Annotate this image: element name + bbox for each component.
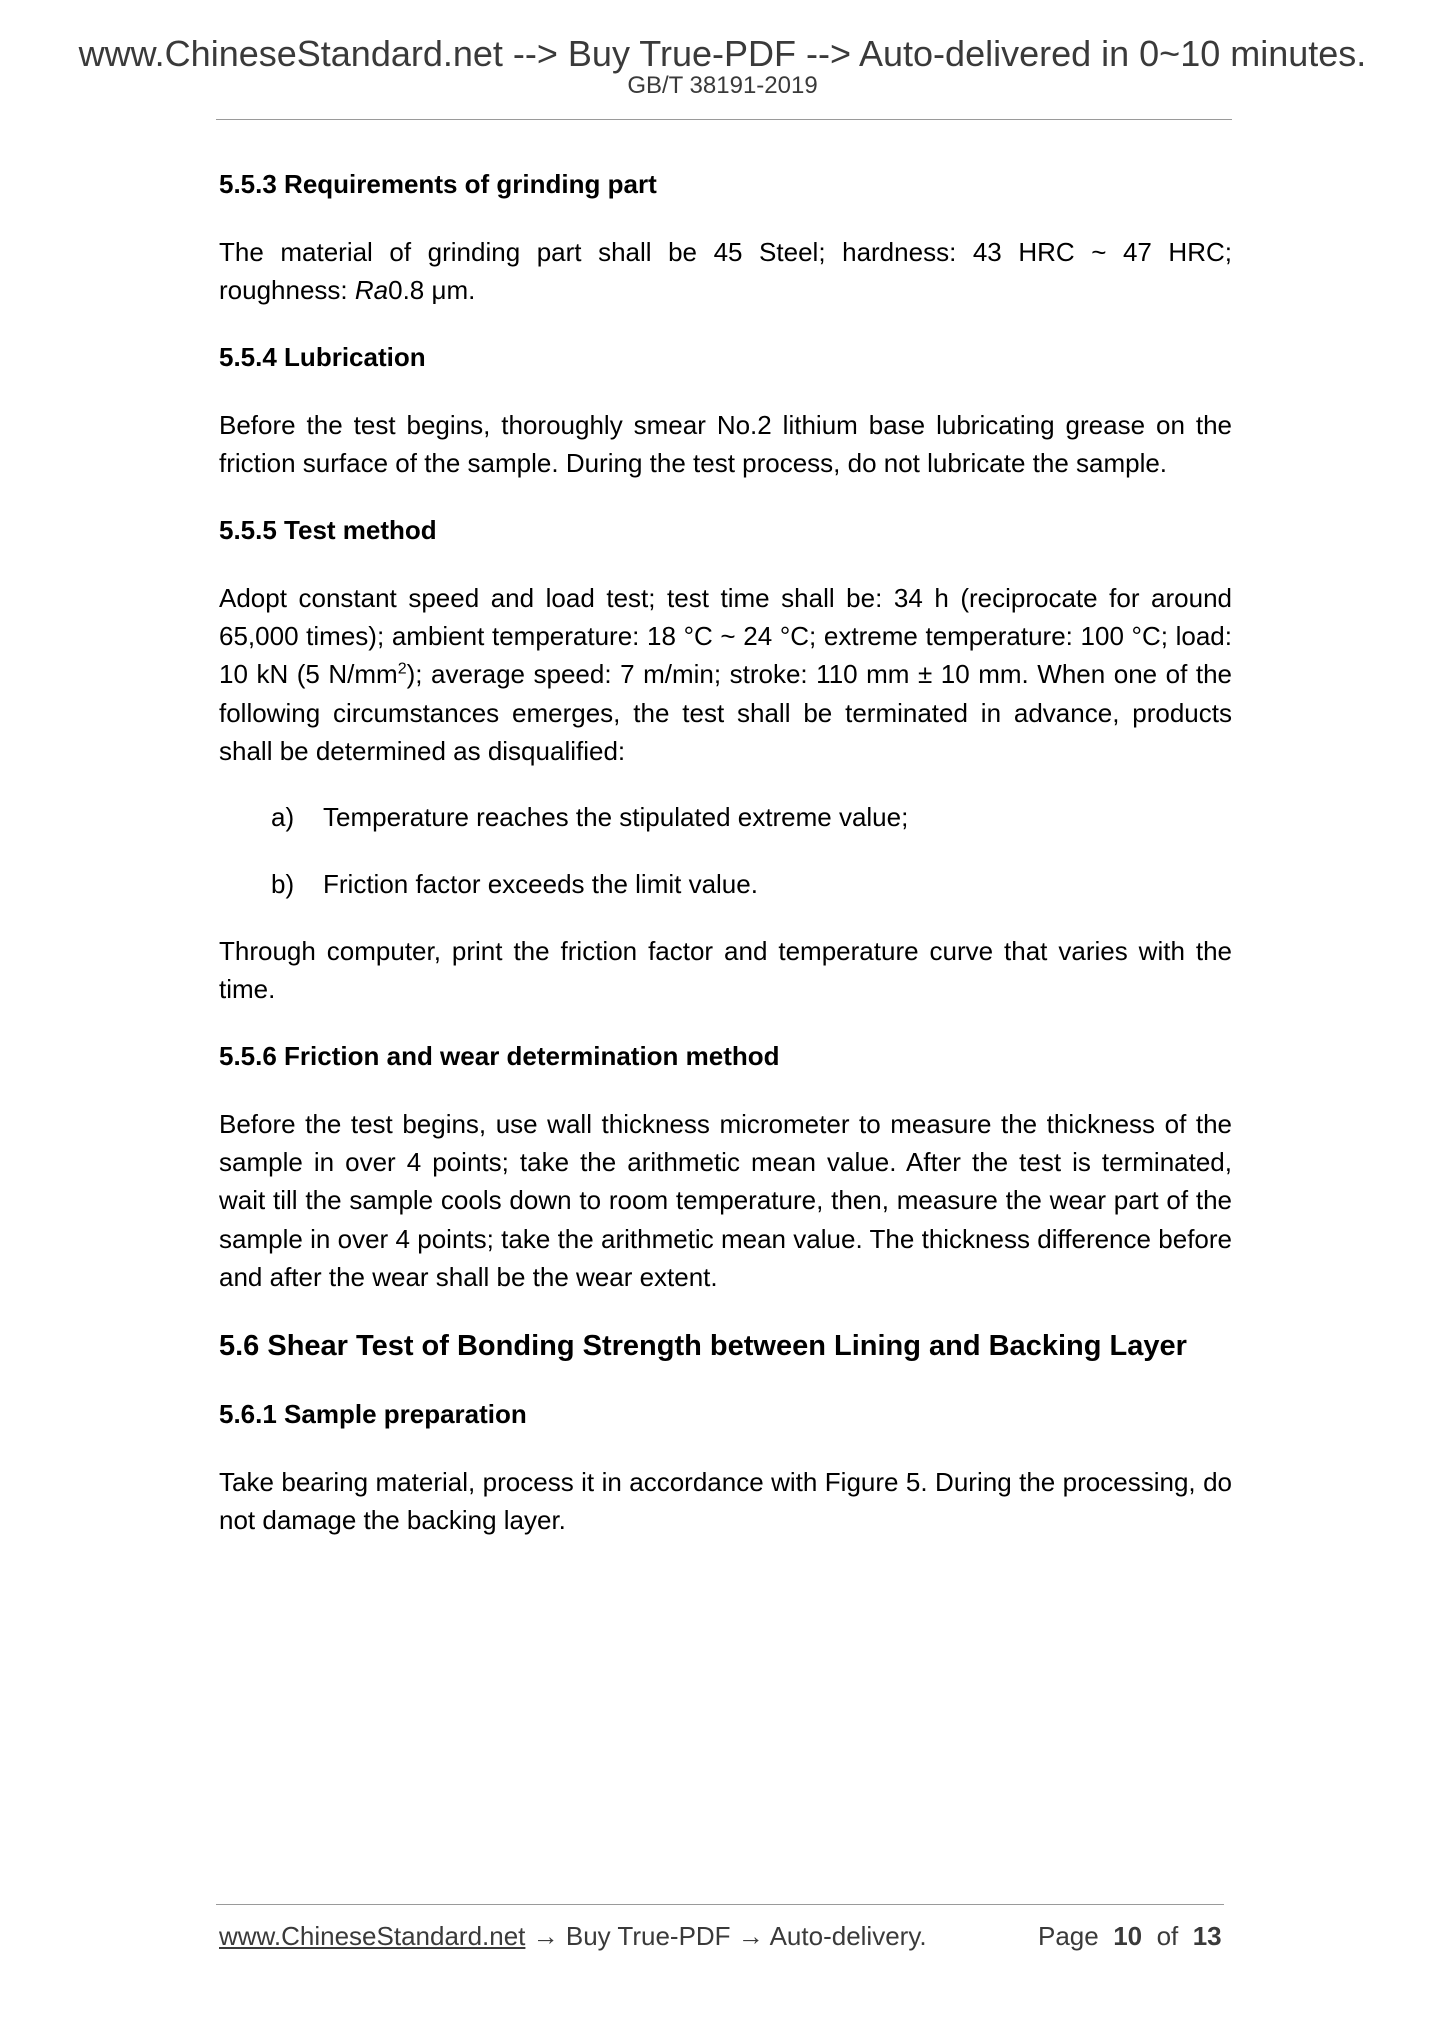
list-item-label: a)	[271, 802, 295, 832]
paragraph-5-5-6: Before the test begins, use wall thickness micrometer to measure the thickness of the sample in over 4 points; take the arithmetic mean value. After the test is terminated, wait till the sample cools down to room temperature, then, measure the wear part of the sample in over 4 points; take the arithmetic mean value. The thickness difference before and after the wear shall be the wear extent.	[219, 1109, 1232, 1292]
paragraph-5-5-3-tail: 0.8 μm.	[388, 275, 476, 306]
paragraph-5-5-3	[219, 233, 1232, 309]
page-word: Page	[1038, 1921, 1099, 1951]
paragraph-5-5-5-part-b: ); average speed: 7 m/min; stroke: 110 mm ± 10 mm. When one of the following circumstances emerges, the test shall be terminated in advance, products shall be determined as disqualified:	[219, 659, 1232, 766]
list-item-text: Friction factor exceeds the limit value.	[323, 869, 758, 899]
paragraph-5-5-3-text: The material of grinding part shall be 45 Steel; hardness: 43 HRC ~ 47 HRC; roughness:	[219, 237, 1232, 306]
footer-site-link[interactable]: www.ChineseStandard.net	[219, 1921, 526, 1951]
footer-arrow-icon: →	[525, 1921, 566, 1951]
superscript-2: 2	[397, 660, 407, 678]
footer-rule	[216, 1904, 1224, 1905]
list-item	[271, 868, 758, 900]
standard-code: GB/T 38191-2019	[627, 72, 818, 99]
paragraph-5-6-1: Take bearing material, process it in accordance with Figure 5. During the processing, do not damage the backing layer.	[219, 1467, 1232, 1536]
header-rule	[216, 119, 1232, 120]
list-item-text: Temperature reaches the stipulated extreme value;	[323, 802, 909, 832]
heading-5-6-1: 5.6.1 Sample preparation	[219, 1399, 527, 1429]
site-banner: www.ChineseStandard.net --> Buy True-PDF --> Auto-delivered in 0~10 minutes.	[78, 33, 1367, 74]
paragraph-5-5-5-part-a: Adopt constant speed and load test; test time shall be: 34 h (reciprocate for around 65,000 times); ambient temperature: 18 °C ~ 24 °C; extreme temperature: 100 °C; load: 10 kN (5 N/mm	[219, 583, 1232, 690]
current-page: 10	[1113, 1921, 1143, 1951]
footer-delivery-text: Auto-delivery.	[769, 1921, 927, 1951]
heading-5-5-6: 5.5.6 Friction and wear determination method	[219, 1041, 780, 1071]
of-word: of	[1156, 1921, 1179, 1951]
heading-5-5-3: 5.5.3 Requirements of grinding part	[219, 169, 657, 199]
page-number	[1038, 1920, 1222, 1952]
total-pages: 13	[1192, 1921, 1222, 1951]
footer-arrow-icon: →	[730, 1921, 770, 1951]
paragraph-5-5-5	[219, 579, 1232, 770]
list-item-label: b)	[271, 869, 295, 899]
paragraph-5-5-4: Before the test begins, thoroughly smear No.2 lithium base lubricating grease on the friction surface of the sample. During the test process, do not lubricate the sample.	[219, 410, 1232, 479]
footer-buy-text: Buy True-PDF	[565, 1921, 731, 1951]
heading-5-5-4: 5.5.4 Lubrication	[219, 342, 426, 372]
heading-5-6: 5.6 Shear Test of Bonding Strength between Lining and Backing Layer	[219, 1330, 1187, 1362]
paragraph-5-5-5-computer: Through computer, print the friction factor and temperature curve that varies with the time.	[219, 936, 1232, 1005]
ra-symbol: Ra	[354, 275, 389, 306]
list-item	[271, 801, 908, 833]
heading-5-5-5: 5.5.5 Test method	[219, 515, 437, 545]
footer-left	[219, 1920, 927, 1952]
